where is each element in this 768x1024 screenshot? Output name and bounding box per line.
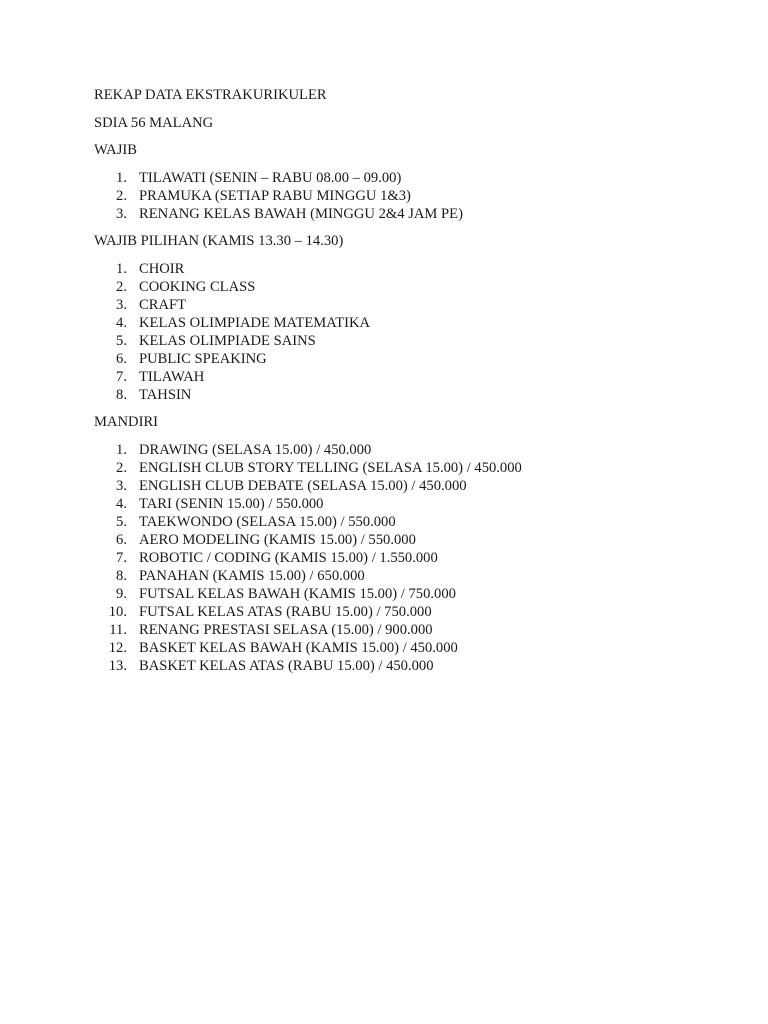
list-item-text: ROBOTIC / CODING (KAMIS 15.00) / 1.550.000 — [139, 549, 438, 566]
list-item — [94, 187, 734, 205]
list-item-number: 5. — [116, 513, 127, 530]
list-item-number: 8. — [116, 567, 127, 584]
section-heading-mandiri: MANDIRI — [94, 414, 159, 430]
list-item-text: PUBLIC SPEAKING — [139, 350, 267, 367]
list-item-number: 10. — [108, 603, 127, 620]
list-item-number: 2. — [116, 459, 127, 476]
mandiri-list — [94, 441, 734, 675]
list-item-number: 3. — [116, 205, 127, 222]
list-item-text: BASKET KELAS BAWAH (KAMIS 15.00) / 450.000 — [139, 639, 458, 656]
list-item — [94, 639, 734, 657]
list-item — [94, 441, 734, 459]
list-item-text: TILAWATI (SENIN – RABU 08.00 – 09.00) — [139, 169, 402, 186]
list-item-number: 2. — [116, 278, 127, 295]
list-item-text: FUTSAL KELAS ATAS (RABU 15.00) / 750.000 — [139, 603, 432, 620]
list-item-text: TARI (SENIN 15.00) / 550.000 — [139, 495, 324, 512]
list-item — [94, 314, 734, 332]
document-title: REKAP DATA EKSTRAKURIKULER — [94, 87, 327, 103]
list-item-number: 5. — [116, 332, 127, 349]
list-item-number: 1. — [116, 441, 127, 458]
section-heading-wajib-pilihan: WAJIB PILIHAN (KAMIS 13.30 – 14.30) — [94, 233, 344, 249]
list-item — [94, 567, 734, 585]
list-item-text: CHOIR — [139, 260, 185, 277]
list-item-number: 7. — [116, 549, 127, 566]
list-item-number: 1. — [116, 169, 127, 186]
list-item — [94, 477, 734, 495]
list-item — [94, 260, 734, 278]
list-item-text: TAEKWONDO (SELASA 15.00) / 550.000 — [139, 513, 396, 530]
list-item — [94, 386, 734, 404]
list-item-number: 4. — [116, 314, 127, 331]
list-item-text: KELAS OLIMPIADE SAINS — [139, 332, 316, 349]
list-item — [94, 531, 734, 549]
list-item — [94, 495, 734, 513]
list-item-text: COOKING CLASS — [139, 278, 256, 295]
list-item-text: FUTSAL KELAS BAWAH (KAMIS 15.00) / 750.000 — [139, 585, 456, 602]
list-item-number: 8. — [116, 386, 127, 403]
list-item-text: PRAMUKA (SETIAP RABU MINGGU 1&3) — [139, 187, 411, 204]
list-item-number: 1. — [116, 260, 127, 277]
list-item-text: RENANG KELAS BAWAH (MINGGU 2&4 JAM PE) — [139, 205, 463, 222]
list-item-number: 3. — [116, 477, 127, 494]
list-item — [94, 585, 734, 603]
list-item-text: TILAWAH — [139, 368, 205, 385]
list-item-number: 13. — [108, 657, 127, 674]
list-item — [94, 368, 734, 386]
list-item-number: 11. — [109, 621, 127, 638]
wajib-list — [94, 169, 734, 223]
list-item-text: TAHSIN — [139, 386, 192, 403]
list-item — [94, 549, 734, 567]
school-name: SDIA 56 MALANG — [94, 114, 214, 131]
list-item — [94, 657, 734, 675]
list-item-text: AERO MODELING (KAMIS 15.00) / 550.000 — [139, 531, 416, 548]
wajib-pilihan-list — [94, 260, 734, 404]
list-item-number: 6. — [116, 531, 127, 548]
list-item-number: 2. — [116, 187, 127, 204]
list-item — [94, 296, 734, 314]
list-item — [94, 621, 734, 639]
section-heading-wajib: WAJIB — [94, 142, 137, 158]
list-item — [94, 332, 734, 350]
list-item-text: ENGLISH CLUB DEBATE (SELASA 15.00) / 450.000 — [139, 477, 467, 494]
document-page — [94, 86, 734, 684]
list-item-number: 4. — [116, 495, 127, 512]
list-item-text: BASKET KELAS ATAS (RABU 15.00) / 450.000 — [139, 657, 434, 674]
list-item-text: CRAFT — [139, 296, 187, 313]
list-item-text: KELAS OLIMPIADE MATEMATIKA — [139, 314, 371, 331]
list-item — [94, 169, 734, 187]
list-item-text: PANAHAN (KAMIS 15.00) / 650.000 — [139, 567, 365, 584]
list-item-text: RENANG PRESTASI SELASA (15.00) / 900.000 — [139, 621, 433, 638]
list-item-number: 9. — [116, 585, 127, 602]
list-item-number: 6. — [116, 350, 127, 367]
list-item — [94, 459, 734, 477]
list-item-number: 3. — [116, 296, 127, 313]
list-item — [94, 603, 734, 621]
list-item-text: DRAWING (SELASA 15.00) / 450.000 — [139, 441, 372, 458]
list-item-text: ENGLISH CLUB STORY TELLING (SELASA 15.00) / 450.000 — [139, 459, 522, 476]
list-item — [94, 350, 734, 368]
list-item-number: 12. — [108, 639, 127, 656]
list-item — [94, 278, 734, 296]
list-item — [94, 205, 734, 223]
list-item-number: 7. — [116, 368, 127, 385]
list-item — [94, 513, 734, 531]
